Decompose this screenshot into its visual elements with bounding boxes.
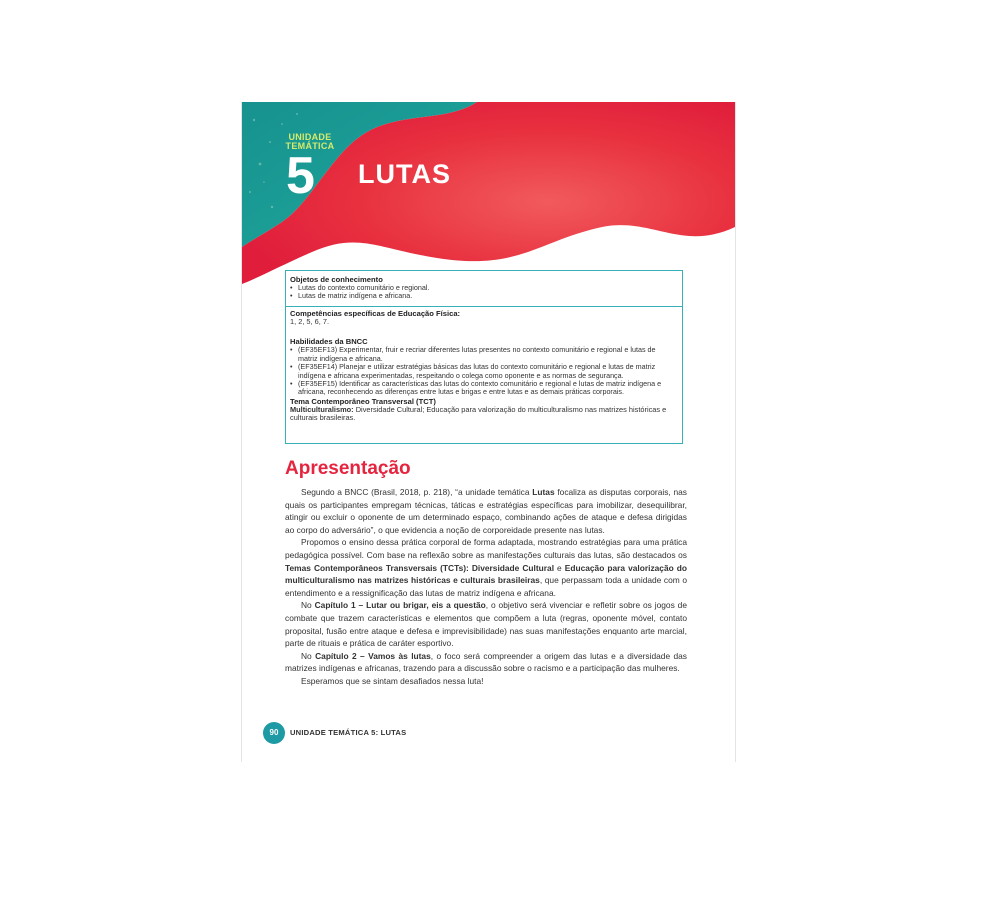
objetos-item: Lutas do contexto comunitário e regional. [298,283,430,292]
p4-bold: Capítulo 2 – Vamos às lutas [315,650,431,661]
header-banner [242,102,735,292]
body-text [285,486,687,688]
info-box-content [290,275,676,423]
tema-heading: Tema Contemporâneo Transversal (TCT) [290,396,436,406]
bullet-icon: • [290,291,293,301]
p2-bold-b: Temas Contemporâneos Transversais (TCTs): Diversidade Cultural [285,562,555,573]
habilidades-heading: Habilidades da BNCC [290,337,368,347]
habilidade-item: (EF35EF13) Experimentar, fruir e recriar diferentes lutas presentes no contexto comunitário e regional e lutas de matriz indígena e africana. [298,345,656,363]
p1-text-c: focaliza as disputas corporais, nas quais os participantes empregam técnicas, táticas e estratégias específicas para imobilizar, desequilibrar, atingir ou excluir o oponente de um determinado espaço, combinando ações de ataque e defesa dirigidas ao corpo do adversário”, o que evidencia a noção de corporeidade presente nas lutas. [285,487,687,535]
objetos-heading: Objetos de conhecimento [290,275,383,284]
list-item [290,380,676,397]
unit-label-line1: UNIDADE [288,132,332,142]
unit-label-line2: TEMÁTICA [285,141,335,151]
list-item [290,363,676,380]
competencias-heading: Competências específicas de Educação Física: [290,308,461,318]
bullet-icon: • [290,379,293,389]
paragraph-3 [285,599,687,649]
habilidade-item: (EF35EF14) Planejar e utilizar estratégias básicas das lutas do contexto comunitário e regional e lutas de matriz indígena e africana experimentadas, respeitando o colega como oponente e as normas de segurança. [298,362,656,380]
paragraph-4 [285,650,687,675]
bullet-icon: • [290,345,293,355]
p3-text-c: , o objetivo será vivenciar e refletir sobre os jogos de combate que trazem características e elementos que compõem a luta (regras, oponente móvel, contato proposital, fusão entre ataque e defesa e imprevisibilidade) nas suas manifestações enquanto arte marcial, parte de rituais e prática de caráter esportivo. [285,600,687,649]
objetos-item: Lutas de matriz indígena e africana. [298,291,413,301]
p2-text-a: Propomos o ensino dessa prática corporal de forma adaptada, mostrando estratégias para uma prática pedagógica possível. Com base na reflexão sobre as manifestações culturais das lutas, são destacados os [285,537,687,560]
p4-text-c: , o foco será compreender a origem das lutas e a diversidade das matrizes indígenas e africanas, trazendo para a discussão sobre o racismo e a participação das mulheres. [285,650,687,674]
competencias-value: 1, 2, 5, 6, 7. [290,316,330,326]
p2-bold-d: Educação para valorização do multiculturalismo nas matrizes históricas e culturais brasileiras [285,562,688,586]
footer-label: UNIDADE TEMÁTICA 5: LUTAS [290,728,407,737]
p1-bold: Lutas [532,487,555,497]
p2-text-e: , que perpassam toda a unidade com o entendimento e a ressignificação das lutas de matriz indígena e africana. [285,575,687,598]
habilidade-item: (EF35EF15) Identificar as características das lutas do contexto comunitário e regional e lutas de matriz indígena e africana, reconhecendo as diferenças entre lutas e brigas e entre lutas e as demais práticas corporais. [298,379,662,397]
p1-text-a: Segundo a BNCC (Brasil, 2018, p. 218), “a unidade temática [301,487,533,497]
tema-label: Multiculturalismo: [290,404,354,414]
list-item [290,292,676,300]
p3-text-a: No [301,600,315,611]
tema-text [290,406,676,423]
unit-title: LUTAS [358,159,451,189]
p3-bold: Capítulo 1 – Lutar ou brigar, eis a questão [314,600,486,611]
paragraph-5: Esperamos que se sintam desafiados nessa luta! [301,675,484,686]
bullet-icon: • [290,283,293,292]
tema-description: Diversidade Cultural; Educação para valorização do multiculturalismo nas matrizes históricas e culturais brasileiras. [290,404,667,423]
paragraph-2 [285,536,687,599]
bullet-icon: • [290,362,293,372]
list-item [290,346,676,363]
p4-text-a: No [301,650,316,661]
p2-text-c: e [554,562,565,573]
page-number: 90 [263,722,285,744]
paragraph-1 [285,486,687,536]
section-heading: Apresentação [285,458,411,479]
unit-number: 5 [286,147,315,205]
info-box [285,270,683,444]
document-page [241,102,736,762]
